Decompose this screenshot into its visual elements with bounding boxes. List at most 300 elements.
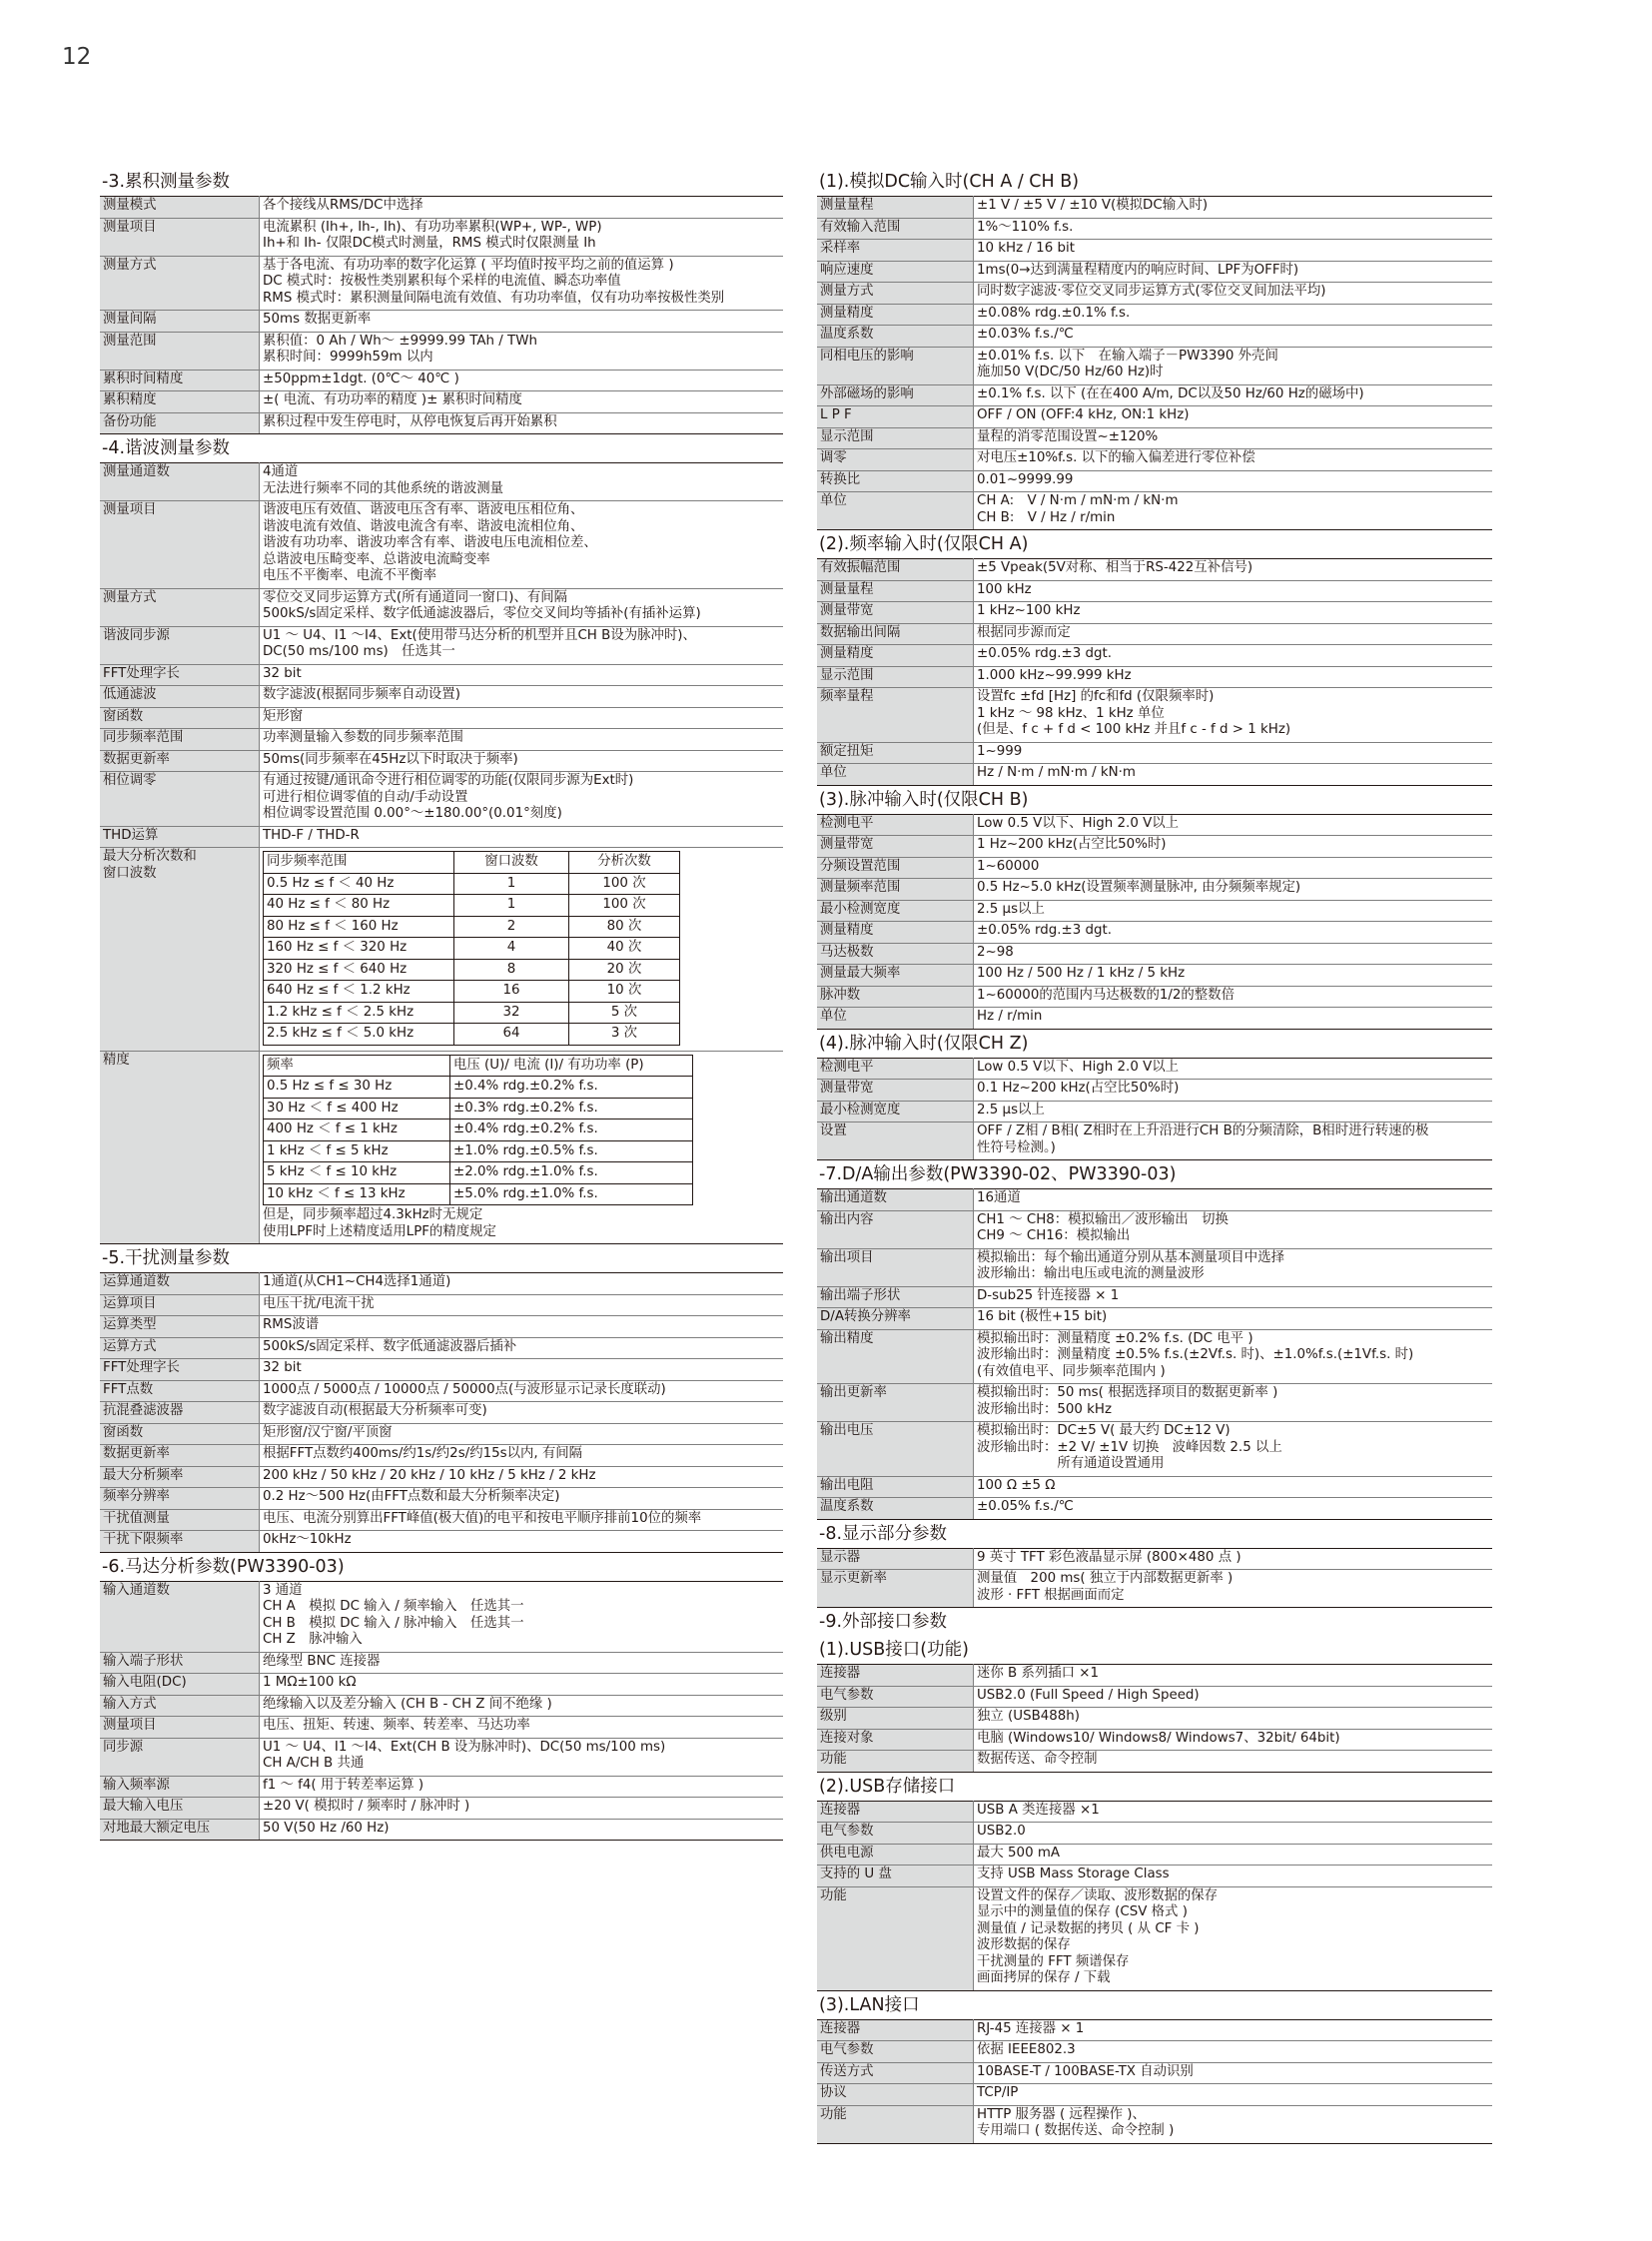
spec-label: 运算项目 bbox=[100, 1294, 260, 1316]
spec-row bbox=[817, 492, 1492, 530]
spec-value bbox=[974, 814, 1493, 836]
spec-value bbox=[974, 1210, 1493, 1248]
spec-line: RJ-45 连接器 × 1 bbox=[977, 2020, 1085, 2036]
spec-row bbox=[100, 1776, 783, 1798]
spec-row bbox=[100, 1051, 783, 1244]
spec-value bbox=[974, 1476, 1493, 1498]
spec-value bbox=[974, 492, 1493, 530]
harmonic-order-table bbox=[263, 851, 680, 1046]
spec-value bbox=[974, 2041, 1493, 2063]
spec-line: 累积时间：9999h59m 以内 bbox=[263, 350, 433, 365]
spec-row bbox=[100, 707, 783, 729]
spec-value bbox=[974, 742, 1493, 764]
spec-label: 响应速度 bbox=[817, 261, 974, 283]
spec-label: 输出电压 bbox=[817, 1422, 974, 1477]
spec-row bbox=[100, 1316, 783, 1338]
spec-label: 连接对象 bbox=[817, 1729, 974, 1751]
spec-label: 精度 bbox=[100, 1051, 260, 1244]
section-title: -3.累积测量参数 bbox=[102, 172, 231, 192]
spec-row bbox=[817, 1823, 1492, 1845]
left-column bbox=[100, 168, 783, 1841]
spec-line: 0.01~9999.99 bbox=[977, 471, 1074, 487]
spec-label: 额定扭矩 bbox=[817, 742, 974, 764]
spec-row bbox=[817, 1101, 1492, 1122]
spec-line: 波形数据的保存 bbox=[977, 1937, 1071, 1952]
harmonic-order-table-cell: 320 Hz ≤ f ＜ 640 Hz bbox=[264, 959, 454, 981]
spec-table bbox=[817, 1664, 1492, 1773]
spec-value bbox=[260, 1380, 784, 1402]
spec-line: 基于各电流、有功功率的数字化运算 ( 平均值时按平均之前的值运算 ) bbox=[263, 257, 674, 273]
spec-row bbox=[817, 197, 1492, 219]
spec-line: 100 Hz / 500 Hz / 1 kHz / 5 kHz bbox=[977, 966, 1186, 981]
spec-value bbox=[974, 1708, 1493, 1730]
spec-row bbox=[817, 470, 1492, 492]
spec-line: 波形输出时：±2 V/ ±1V 切换 波峰因数 2.5 以上 bbox=[977, 1439, 1282, 1455]
spec-line: (有效值电平、同步频率范围内 ) bbox=[977, 1363, 1166, 1379]
spec-label: 显示范围 bbox=[817, 666, 974, 688]
spec-row bbox=[100, 1273, 783, 1295]
spec-label: 测量量程 bbox=[817, 197, 974, 219]
harmonic-accuracy-table-row bbox=[264, 1140, 693, 1162]
spec-line: 迷你 B 系列插口 ×1 bbox=[977, 1666, 1100, 1681]
spec-value bbox=[974, 2062, 1493, 2084]
harmonic-accuracy-table bbox=[263, 1055, 693, 1206]
spec-table bbox=[100, 1581, 783, 1842]
spec-line: OFF / Z相 / B相( Z相时在上升沿进行CH B的分频清除，B相时进行转速的极 bbox=[977, 1123, 1429, 1138]
spec-line: ±1 V / ±5 V / ±10 V(模拟DC输入时) bbox=[977, 198, 1209, 213]
spec-value bbox=[260, 311, 784, 333]
spec-line: 1通道(从CH1~CH4选择1通道) bbox=[263, 1274, 451, 1289]
spec-value bbox=[974, 427, 1493, 449]
harmonic-order-table-cell: 5 次 bbox=[569, 1002, 680, 1024]
spec-label: 输出通道数 bbox=[817, 1189, 974, 1211]
spec-line: 16通道 bbox=[977, 1190, 1021, 1205]
harmonic-order-table-cell: 3 次 bbox=[569, 1024, 680, 1046]
spec-row bbox=[100, 1509, 783, 1531]
spec-row bbox=[100, 588, 783, 626]
spec-line: ±0.1% f.s. 以下 (在在400 A/m, DC以及50 Hz/60 Hz的磁场中) bbox=[977, 385, 1364, 401]
spec-row bbox=[100, 1717, 783, 1739]
spec-label: 有效输入范围 bbox=[817, 218, 974, 240]
spec-row bbox=[817, 384, 1492, 406]
spec-value bbox=[260, 729, 784, 751]
spec-row bbox=[100, 1294, 783, 1316]
spec-line: 1 kHz ～ 98 kHz、1 kHz 单位 bbox=[977, 705, 1165, 721]
spec-line: USB2.0 bbox=[977, 1824, 1026, 1839]
spec-row bbox=[817, 449, 1492, 471]
spec-line: 32 bit bbox=[263, 1360, 302, 1375]
spec-label: 支持的 U 盘 bbox=[817, 1866, 974, 1887]
spec-row bbox=[817, 1498, 1492, 1520]
harmonic-accuracy-table-header: 频率 bbox=[264, 1055, 450, 1077]
spec-label: 输入电阻(DC) bbox=[100, 1674, 260, 1696]
spec-line: D-sub25 针连接器 × 1 bbox=[977, 1287, 1120, 1303]
harmonic-order-table-row bbox=[264, 895, 680, 917]
harmonic-accuracy-table-row bbox=[264, 1077, 693, 1099]
harmonic-order-table-cell: 640 Hz ≤ f ＜ 1.2 kHz bbox=[264, 981, 454, 1003]
spec-line: 累积值：0 Ah / Wh～ ±9999.99 TAh / TWh bbox=[263, 333, 537, 349]
spec-value bbox=[974, 1823, 1493, 1845]
spec-label: 输出精度 bbox=[817, 1329, 974, 1384]
spec-line: ±0.05% rdg.±3 dgt. bbox=[977, 646, 1113, 661]
harmonic-accuracy-table-cell: 0.5 Hz ≤ f ≤ 30 Hz bbox=[264, 1077, 450, 1099]
spec-row bbox=[817, 347, 1492, 384]
accuracy-note: 使用LPF时上述精度适用LPF的精度规定 bbox=[263, 1223, 496, 1239]
section-title: (2).频率输入时(仅限CH A) bbox=[819, 534, 1029, 554]
spec-row bbox=[817, 218, 1492, 240]
spec-label: 干扰下限频率 bbox=[100, 1531, 260, 1553]
spec-line: ±20 V( 模拟时 / 频率时 / 脉冲时 ) bbox=[263, 1799, 470, 1814]
spec-label: 温度系数 bbox=[817, 1498, 974, 1520]
spec-row bbox=[100, 1674, 783, 1696]
spec-label: 连接器 bbox=[817, 1665, 974, 1687]
spec-value bbox=[974, 1308, 1493, 1330]
spec-value bbox=[974, 1751, 1493, 1773]
spec-row bbox=[817, 261, 1492, 283]
spec-value bbox=[974, 1422, 1493, 1477]
spec-value bbox=[974, 1101, 1493, 1122]
spec-label: 测量范围 bbox=[100, 332, 260, 370]
spec-line: 设置文件的保存／读取、波形数据的保存 bbox=[977, 1887, 1219, 1903]
spec-row bbox=[100, 1423, 783, 1445]
spec-label: 测量带宽 bbox=[817, 836, 974, 858]
spec-label: 显示更新率 bbox=[817, 1570, 974, 1608]
spec-line: 支持 USB Mass Storage Class bbox=[977, 1867, 1170, 1881]
spec-line: 1 Hz~200 kHz(占空比50%时) bbox=[977, 837, 1167, 852]
spec-line: 50 V(50 Hz /60 Hz) bbox=[263, 1820, 390, 1836]
spec-line: 谐波电压有效值、谐波电压含有率、谐波电压相位角、 bbox=[263, 502, 584, 517]
spec-label: 对地最大额定电压 bbox=[100, 1819, 260, 1841]
spec-line: 1 MΩ±100 kΩ bbox=[263, 1675, 357, 1690]
harmonic-order-table-row bbox=[264, 981, 680, 1003]
spec-row bbox=[100, 1652, 783, 1674]
spec-line: 波形输出时：测量精度 ±0.5% f.s.(±2Vf.s. 时)、±1.0%f.s.(±1Vf.s. 时) bbox=[977, 1347, 1414, 1362]
spec-value bbox=[260, 1509, 784, 1531]
spec-value bbox=[974, 688, 1493, 743]
spec-value bbox=[974, 1080, 1493, 1102]
spec-label: 测量带宽 bbox=[817, 602, 974, 624]
harmonic-accuracy-table-cell: ±5.0% rdg.±1.0% f.s. bbox=[450, 1183, 693, 1205]
spec-value bbox=[260, 370, 784, 391]
spec-row bbox=[100, 729, 783, 751]
spec-table bbox=[817, 1548, 1492, 1609]
spec-row bbox=[817, 1008, 1492, 1030]
spec-label: 电气参数 bbox=[817, 1823, 974, 1845]
spec-line: 可进行相位调零值的自动/手动设置 bbox=[263, 789, 468, 805]
spec-line: 各个接线从RMS/DC中选择 bbox=[263, 198, 423, 213]
spec-value bbox=[974, 1058, 1493, 1080]
spec-label: 测量精度 bbox=[817, 645, 974, 667]
section-title: (3).脉冲输入时(仅限CH B) bbox=[819, 789, 1029, 810]
spec-value bbox=[974, 1866, 1493, 1887]
spec-line: 1.000 kHz~99.999 kHz bbox=[977, 667, 1132, 683]
harmonic-accuracy-table-cell: 30 Hz ＜ f ≤ 400 Hz bbox=[264, 1098, 450, 1120]
spec-line: Low 0.5 V以下、High 2.0 V以上 bbox=[977, 1059, 1180, 1075]
spec-label: D/A转换分辨率 bbox=[817, 1308, 974, 1330]
spec-label: 测量项目 bbox=[100, 1717, 260, 1739]
spec-line: 相位调零设置范围 0.00°～±180.00°(0.01°刻度) bbox=[263, 806, 562, 821]
spec-row bbox=[100, 256, 783, 311]
spec-line: 1000点 / 5000点 / 10000点 / 50000点(与波形显示记录长度联动) bbox=[263, 1381, 666, 1397]
spec-label: 最大输入电压 bbox=[100, 1798, 260, 1820]
spec-row bbox=[817, 1189, 1492, 1211]
spec-value bbox=[260, 1674, 784, 1696]
spec-line: ±5 Vpeak(5V对称、相当于RS-422互补信号) bbox=[977, 560, 1253, 575]
spec-row bbox=[817, 1729, 1492, 1751]
spec-value bbox=[260, 197, 784, 219]
spec-row bbox=[817, 240, 1492, 262]
spec-line: 1%～110% f.s. bbox=[977, 219, 1074, 235]
spec-value bbox=[974, 197, 1493, 219]
harmonic-order-table-row bbox=[264, 916, 680, 938]
spec-line: HTTP 服务器 ( 远程操作 )、 bbox=[977, 2106, 1146, 2122]
spec-label: 测量精度 bbox=[817, 922, 974, 944]
spec-line: 依据 IEEE802.3 bbox=[977, 2042, 1076, 2057]
harmonic-order-table-cell: 1 bbox=[454, 873, 569, 895]
spec-line: 零位交叉同步运算方式(所有通道同一窗口)、有间隔 bbox=[263, 589, 568, 605]
spec-line: 显示中的测量值的保存 (CSV 格式 ) bbox=[977, 1904, 1188, 1919]
harmonic-order-table-header-row bbox=[264, 852, 680, 874]
spec-label: 同步频率范围 bbox=[100, 729, 260, 751]
spec-line: THD-F / THD-R bbox=[263, 827, 360, 843]
spec-line: 电压干扰/电流干扰 bbox=[263, 1295, 375, 1311]
spec-line: 模拟输出时：50 ms( 根据选择项目的数据更新率 ) bbox=[977, 1385, 1278, 1400]
spec-row bbox=[817, 1329, 1492, 1384]
spec-value bbox=[260, 463, 784, 501]
spec-label: 测量量程 bbox=[817, 580, 974, 602]
spec-value bbox=[260, 1423, 784, 1445]
spec-line: 矩形窗 bbox=[263, 708, 304, 724]
spec-value bbox=[974, 1498, 1493, 1520]
spec-value bbox=[260, 1294, 784, 1316]
harmonic-order-table-cell: 1 bbox=[454, 895, 569, 917]
section-title: (1).模拟DC输入时(CH A / CH B) bbox=[819, 172, 1080, 192]
harmonic-accuracy-table-cell: 1 kHz ＜ f ≤ 5 kHz bbox=[264, 1140, 450, 1162]
spec-value bbox=[974, 836, 1493, 858]
harmonic-accuracy-table-header: 电压 (U)/ 电流 (I)/ 有功功率 (P) bbox=[450, 1055, 693, 1077]
spec-label: 输出内容 bbox=[817, 1210, 974, 1248]
spec-row bbox=[817, 814, 1492, 836]
harmonic-order-table-cell: 100 次 bbox=[569, 873, 680, 895]
spec-value bbox=[260, 686, 784, 708]
spec-label: 同相电压的影响 bbox=[817, 347, 974, 384]
spec-line: 测量值 200 ms( 独立于内部数据更新率 ) bbox=[977, 1571, 1234, 1586]
spec-line: 测量值 / 记录数据的拷贝 ( 从 CF 卡 ) bbox=[977, 1920, 1200, 1936]
spec-line: CH Z 脉冲输入 bbox=[263, 1632, 363, 1647]
spec-table bbox=[817, 814, 1492, 1030]
harmonic-order-table-cell: 32 bbox=[454, 1002, 569, 1024]
spec-label: 单位 bbox=[817, 492, 974, 530]
spec-value bbox=[260, 588, 784, 626]
spec-row bbox=[100, 1581, 783, 1652]
spec-table bbox=[100, 1272, 783, 1553]
spec-value bbox=[260, 848, 784, 1052]
spec-label: 测量项目 bbox=[100, 501, 260, 589]
spec-line: 电压、电流分别算出FFT峰值(极大值)的电平和按电平顺序排前10位的频率 bbox=[263, 1510, 702, 1526]
spec-value bbox=[260, 412, 784, 434]
spec-line: 电压不平衡率、电流不平衡率 bbox=[263, 568, 437, 583]
spec-table bbox=[817, 1801, 1492, 1991]
spec-label: 抗混叠滤波器 bbox=[100, 1402, 260, 1424]
spec-value bbox=[974, 1844, 1493, 1866]
spec-line: 50ms 数据更新率 bbox=[263, 312, 372, 327]
spec-value bbox=[260, 1819, 784, 1841]
spec-label: 供电电源 bbox=[817, 1844, 974, 1866]
spec-line: 根据同步源而定 bbox=[977, 624, 1071, 640]
spec-row bbox=[100, 412, 783, 434]
spec-row bbox=[100, 311, 783, 333]
spec-value bbox=[974, 1248, 1493, 1286]
harmonic-accuracy-table-row bbox=[264, 1162, 693, 1184]
spec-label: 输入端子形状 bbox=[100, 1652, 260, 1674]
section-title: -9.外部接口参数 bbox=[819, 1612, 948, 1632]
spec-value bbox=[974, 449, 1493, 471]
spec-line: CH A: V / N·m / mN·m / kN·m bbox=[977, 493, 1179, 508]
spec-label: 单位 bbox=[817, 764, 974, 786]
spec-row bbox=[100, 1488, 783, 1510]
spec-row bbox=[100, 1819, 783, 1841]
spec-row bbox=[817, 1751, 1492, 1773]
spec-label: 显示范围 bbox=[817, 427, 974, 449]
spec-value bbox=[974, 623, 1493, 645]
spec-value bbox=[974, 1286, 1493, 1308]
harmonic-order-table-cell: 1.2 kHz ≤ f ＜ 2.5 kHz bbox=[264, 1002, 454, 1024]
spec-value bbox=[974, 1665, 1493, 1687]
harmonic-order-table-cell: 0.5 Hz ≤ f ＜ 40 Hz bbox=[264, 873, 454, 895]
spec-line: 4通道 bbox=[263, 464, 299, 479]
spec-value bbox=[260, 1695, 784, 1717]
spec-line: ±( 电流、有功功率的精度 )± 累积时间精度 bbox=[263, 392, 522, 407]
spec-label: 测量频率范围 bbox=[817, 879, 974, 901]
spec-line: DC(50 ms/100 ms) 任选其一 bbox=[263, 644, 455, 659]
harmonic-order-table-cell: 8 bbox=[454, 959, 569, 981]
spec-label: 数据输出间隔 bbox=[817, 623, 974, 645]
spec-value bbox=[260, 1466, 784, 1488]
spec-value bbox=[974, 261, 1493, 283]
spec-line: 500kS/s固定采样、数字低通滤波器后插补 bbox=[263, 1338, 517, 1354]
spec-row bbox=[817, 559, 1492, 581]
spec-label: 连接器 bbox=[817, 1801, 974, 1823]
spec-line: U1 ～ U4、I1 ～I4、Ext(使用带马达分析的机型并且CH B设为脉冲时)、 bbox=[263, 627, 696, 643]
spec-label: 协议 bbox=[817, 2084, 974, 2106]
section-title: -4.谐波测量参数 bbox=[102, 438, 231, 458]
spec-line: 0.5 Hz~5.0 kHz(设置频率测量脉冲, 由分频频率规定) bbox=[977, 880, 1301, 895]
spec-value bbox=[260, 1445, 784, 1467]
spec-line: 0kHz～10kHz bbox=[263, 1532, 352, 1547]
spec-label: 显示器 bbox=[817, 1548, 974, 1570]
spec-row bbox=[817, 1248, 1492, 1286]
spec-label: 相位调零 bbox=[100, 772, 260, 827]
spec-line: 绝缘输入以及差分输入 (CH B - CH Z 间不绝缘 ) bbox=[263, 1696, 552, 1712]
spec-value bbox=[260, 256, 784, 311]
spec-label: 功能 bbox=[817, 1751, 974, 1773]
spec-value bbox=[260, 772, 784, 827]
harmonic-accuracy-table-row bbox=[264, 1183, 693, 1205]
spec-value bbox=[974, 922, 1493, 944]
spec-line: 窗口波数 bbox=[103, 865, 157, 881]
spec-row bbox=[100, 218, 783, 256]
spec-label: 谐波同步源 bbox=[100, 626, 260, 664]
harmonic-accuracy-table-cell: 5 kHz ＜ f ≤ 10 kHz bbox=[264, 1162, 450, 1184]
spec-line: 最大 500 mA bbox=[977, 1845, 1061, 1861]
spec-line: 2.5 μs以上 bbox=[977, 901, 1045, 917]
spec-line: 绝缘型 BNC 连接器 bbox=[263, 1653, 381, 1669]
spec-value bbox=[974, 1801, 1493, 1823]
spec-row bbox=[100, 1798, 783, 1820]
spec-row bbox=[817, 1058, 1492, 1080]
spec-line: 32 bit bbox=[263, 665, 302, 681]
spec-value bbox=[974, 470, 1493, 492]
spec-label: 分频设置范围 bbox=[817, 857, 974, 879]
spec-label: FFT处理字长 bbox=[100, 664, 260, 686]
spec-line: 电压、扭矩、转速、频率、转差率、马达功率 bbox=[263, 1718, 530, 1733]
spec-label: 级别 bbox=[817, 1708, 974, 1730]
harmonic-order-table-cell: 4 bbox=[454, 938, 569, 960]
harmonic-accuracy-table-cell: ±1.0% rdg.±0.5% f.s. bbox=[450, 1140, 693, 1162]
spec-row bbox=[817, 836, 1492, 858]
spec-line: CH A 模拟 DC 输入 / 频率输入 任选其一 bbox=[263, 1599, 524, 1614]
spec-value bbox=[260, 1776, 784, 1798]
spec-row bbox=[100, 1445, 783, 1467]
spec-label: 电气参数 bbox=[817, 2041, 974, 2063]
spec-value bbox=[974, 218, 1493, 240]
spec-line: f1 ～ f4( 用于转差率运算 ) bbox=[263, 1777, 424, 1793]
spec-line: 1ms(0→达到满量程精度内的响应时间、LPF为OFF时) bbox=[977, 262, 1299, 278]
spec-row bbox=[817, 1122, 1492, 1160]
spec-value bbox=[974, 764, 1493, 786]
harmonic-order-table-cell: 40 次 bbox=[569, 938, 680, 960]
spec-label: 窗函数 bbox=[100, 1423, 260, 1445]
harmonic-order-table-row bbox=[264, 1024, 680, 1046]
spec-value bbox=[974, 1886, 1493, 1990]
spec-label: 外部磁场的影响 bbox=[817, 384, 974, 406]
spec-line: 最大分析次数和 bbox=[103, 849, 197, 864]
spec-label: 连接器 bbox=[817, 2019, 974, 2041]
spec-label: 调零 bbox=[817, 449, 974, 471]
spec-value bbox=[260, 1652, 784, 1674]
spec-label: 输入通道数 bbox=[100, 1581, 260, 1652]
spec-value bbox=[974, 2105, 1493, 2143]
harmonic-order-table-header: 同步频率范围 bbox=[264, 852, 454, 874]
spec-line: RMS 模式时：累积测量间隔电流有效值、有功功率值，仅有功功率按极性类别 bbox=[263, 290, 725, 306]
spec-line: Hz / r/min bbox=[977, 1009, 1043, 1024]
spec-line: 16 bit (极性+15 bit) bbox=[977, 1309, 1108, 1324]
harmonic-order-table-cell: 100 次 bbox=[569, 895, 680, 917]
spec-label: 运算方式 bbox=[100, 1337, 260, 1359]
spec-row bbox=[817, 1801, 1492, 1823]
spec-label: 测量方式 bbox=[100, 256, 260, 311]
spec-label: 最大分析频率 bbox=[100, 1466, 260, 1488]
spec-line: USB A 类连接器 ×1 bbox=[977, 1802, 1100, 1818]
spec-value bbox=[974, 965, 1493, 987]
spec-row bbox=[817, 688, 1492, 743]
spec-label: 输出电阻 bbox=[817, 1476, 974, 1498]
spec-line: 矩形窗/汉宁窗/平顶窗 bbox=[263, 1424, 393, 1440]
spec-label: 频率分辨率 bbox=[100, 1488, 260, 1510]
spec-line: OFF / ON (OFF:4 kHz, ON:1 kHz) bbox=[977, 407, 1190, 422]
harmonic-accuracy-table-header-row bbox=[264, 1055, 693, 1077]
spec-line: 独立 (USB488h) bbox=[977, 1709, 1081, 1724]
spec-line: 数据传送、命令控制 bbox=[977, 1752, 1098, 1767]
spec-label: 检测电平 bbox=[817, 1058, 974, 1080]
spec-table bbox=[817, 1058, 1492, 1161]
spec-line: 10 kHz / 16 bit bbox=[977, 241, 1075, 256]
spec-line: 对电压±10%f.s. 以下的输入偏差进行零位补偿 bbox=[977, 450, 1255, 465]
spec-value bbox=[260, 1273, 784, 1295]
spec-row bbox=[817, 943, 1492, 965]
spec-row bbox=[100, 1359, 783, 1381]
spec-line: ±0.01% f.s. 以下 在输入端子－PW3390 外壳间 bbox=[977, 348, 1278, 364]
